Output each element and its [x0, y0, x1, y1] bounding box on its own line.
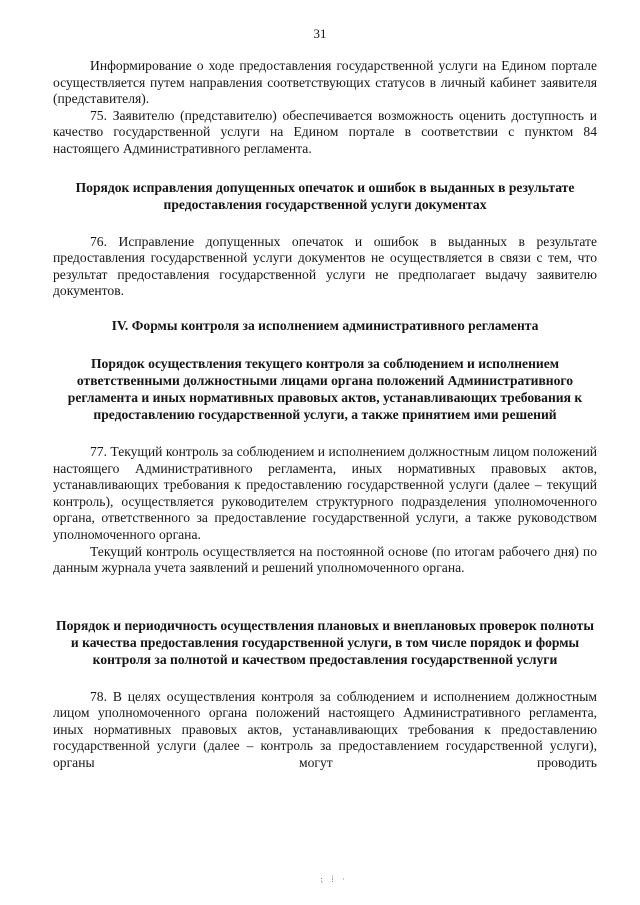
paragraph-76: 76. Исправление допущенных опечаток и ошибок в выданных в результате предоставления государственной услуги документов не осуществляется в связи с тем, что результат предоставления государственной услуги не предполагает выдачу заявителю документов.: [53, 233, 597, 299]
heading-inspections: Порядок и периодичность осуществления плановых и внеплановых проверок полноты и качества предоставления государственной услуги, в том числе порядок и формы контроля за полнотой и качеством предоставления государственной услуги: [56, 617, 594, 667]
paragraph-77-continued: Текущий контроль осуществляется на постоянной основе (по итогам рабочего дня) по данным журнала учета заявлений и решений уполномоченного органа.: [53, 543, 597, 576]
paragraph-77: 77. Текущий контроль за соблюдением и исполнением должностным лицом положений настоящего Административного регламента, иных нормативных правовых актов, устанавливающих требования к предоставлению государственной услуги (далее – текущий контроль), осуществляется руководителем структурного подразделения уполномоченного органа, ответственного за предоставление государственной услуги, а также руководством уполномоченного органа.: [53, 443, 597, 542]
page-number: 31: [313, 26, 327, 41]
paragraph-informing: Информирование о ходе предоставления государственной услуги на Едином портале осуществляется путем направления соответствующих статусов в личный кабинет заявителя (представителя).: [53, 58, 597, 107]
document-body: [53, 58, 597, 772]
paragraph-78: 78. В целях осуществления контроля за соблюдением и исполнением должностным лицом уполномоченного органа положений настоящего Административного регламента, иных нормативных правовых актов, устанавливающих требования к предоставлению государственной услуги (далее – контроль за предоставлением государственной услуги), органы могут проводить: [53, 688, 597, 771]
heading-typo-correction: Порядок исправления допущенных опечаток и ошибок в выданных в результате предоставления государственной услуги документах: [75, 179, 575, 212]
heading-section-iv: IV. Формы контроля за исполнением административного регламента: [111, 317, 539, 333]
heading-current-control: Порядок осуществления текущего контроля за соблюдением и исполнением ответственными должностными лицами органа положений Административного регламента и иных нормативных правовых актов, устанавливающих требования к предоставлению государственной услуги, а также принятием ими решений: [67, 355, 583, 422]
scan-marks: ⁏ ⁞ ·: [320, 874, 349, 884]
paragraph-75: 75. Заявителю (представителю) обеспечивается возможность оценить доступность и качество государственной услуги на Едином портале в соответствии с пунктом 84 настоящего Административного регламента.: [53, 107, 597, 156]
